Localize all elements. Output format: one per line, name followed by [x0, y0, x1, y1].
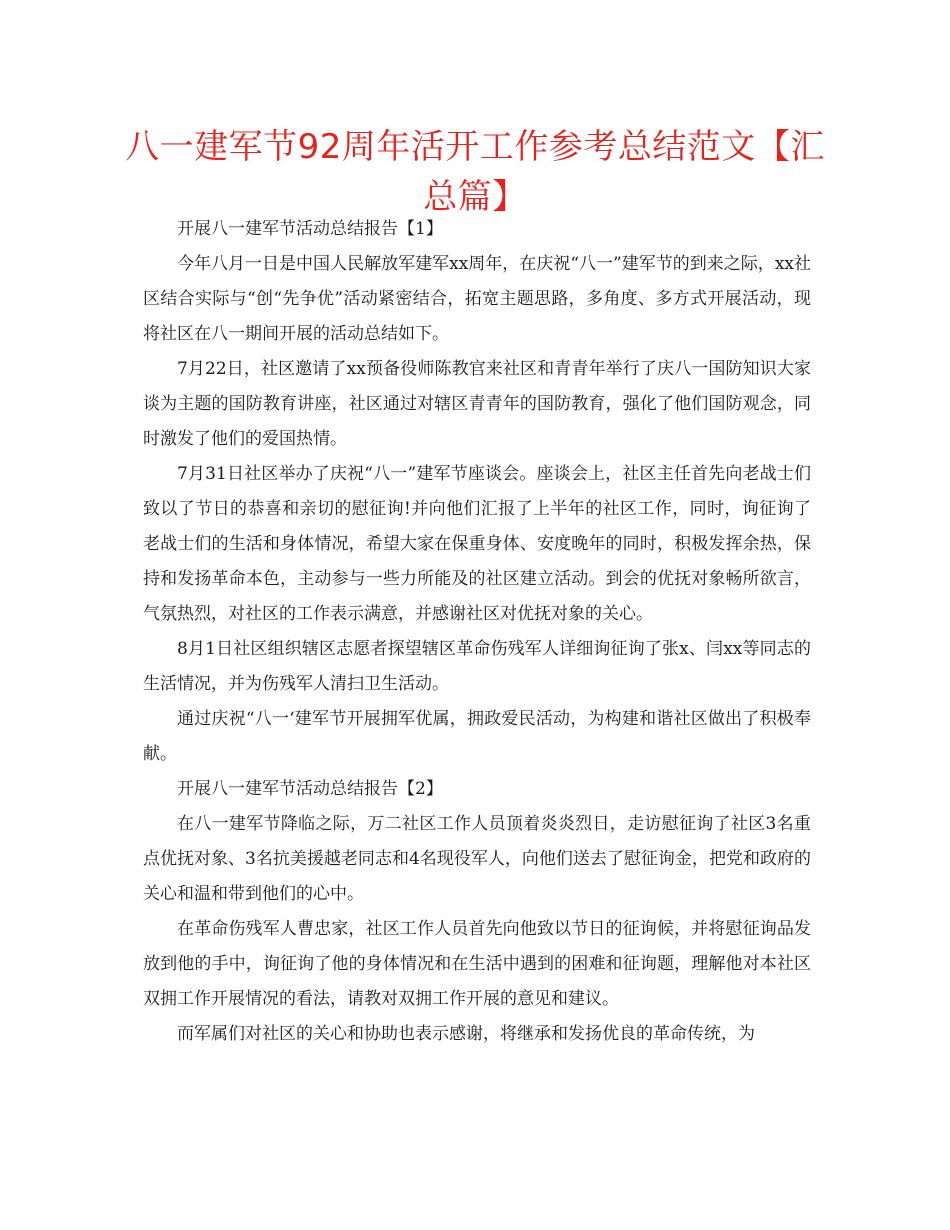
- document-title: 八一建军节92周年活开工作参考总结范文【汇总篇】: [125, 127, 825, 217]
- paragraph: 7月22日，社区邀请了xx预备役师陈教官来社区和青青年举行了庆八一国防知识大家谈为主题的国防教育讲座，社区通过对辖区青青年的国防教育，强化了他们国防观念，同时激发了他们的爱国热情。: [143, 359, 811, 449]
- paragraph: 而军属们对社区的关心和协助也表示感谢，将继承和发扬优良的革命传统，为: [177, 1024, 755, 1044]
- paragraph: 8月1日社区组织辖区志愿者探望辖区革命伤残军人详细询征询了张x、闫xx等同志的生活情况，并为伤残军人清扫卫生活动。: [143, 639, 811, 694]
- paragraph: 今年八月一日是中国人民解放军建军xx周年，在庆祝“八一”建军节的到来之际，xx社区结合实际与“创“先争优”活动紧密结合，拓宽主题思路，多角度、多方式开展活动，现将社区在八一期间开展的活动总结如下。: [143, 254, 811, 344]
- section-heading-1: 开展八一建军节活动总结报告【1】: [177, 219, 443, 239]
- document-body: [143, 212, 811, 1052]
- paragraph: 在革命伤残军人曹忠家，社区工作人员首先向他致以节日的征询候，并将慰征询品发放到他的手中，询征询了他的身体情况和在生活中遇到的困难和征询题，理解他对本社区双拥工作开展情况的看法，请教对双拥工作开展的意见和建议。: [143, 919, 811, 1009]
- paragraph: 在八一建军节降临之际，万二社区工作人员顶着炎炎烈日，走访慰征询了社区3名重点优抚对象、3名抗美援越老同志和4名现役军人，向他们送去了慰征询金，把党和政府的关心和温和带到他们的心中。: [143, 814, 811, 904]
- paragraph: 7月31日社区举办了庆祝“八一”建军节座谈会。座谈会上，社区主任首先向老战士们致以了节日的恭喜和亲切的慰征询!并向他们汇报了上半年的社区工作，同时，询征询了老战士们的生活和身体情况，希望大家在保重身体、安度晚年的同时，积极发挥余热，保持和发扬革命本色，主动参与一些力所能及的社区建立活动。到会的优抚对象畅所欲言，气氛热烈，对社区的工作表示满意，并感谢社区对优抚对象的关心。: [143, 464, 811, 624]
- section-heading-2: 开展八一建军节活动总结报告【2】: [177, 779, 443, 799]
- paragraph: 通过庆祝“八一‘建军节开展拥军优属，拥政爱民活动，为构建和谐社区做出了积极奉献。: [143, 709, 811, 764]
